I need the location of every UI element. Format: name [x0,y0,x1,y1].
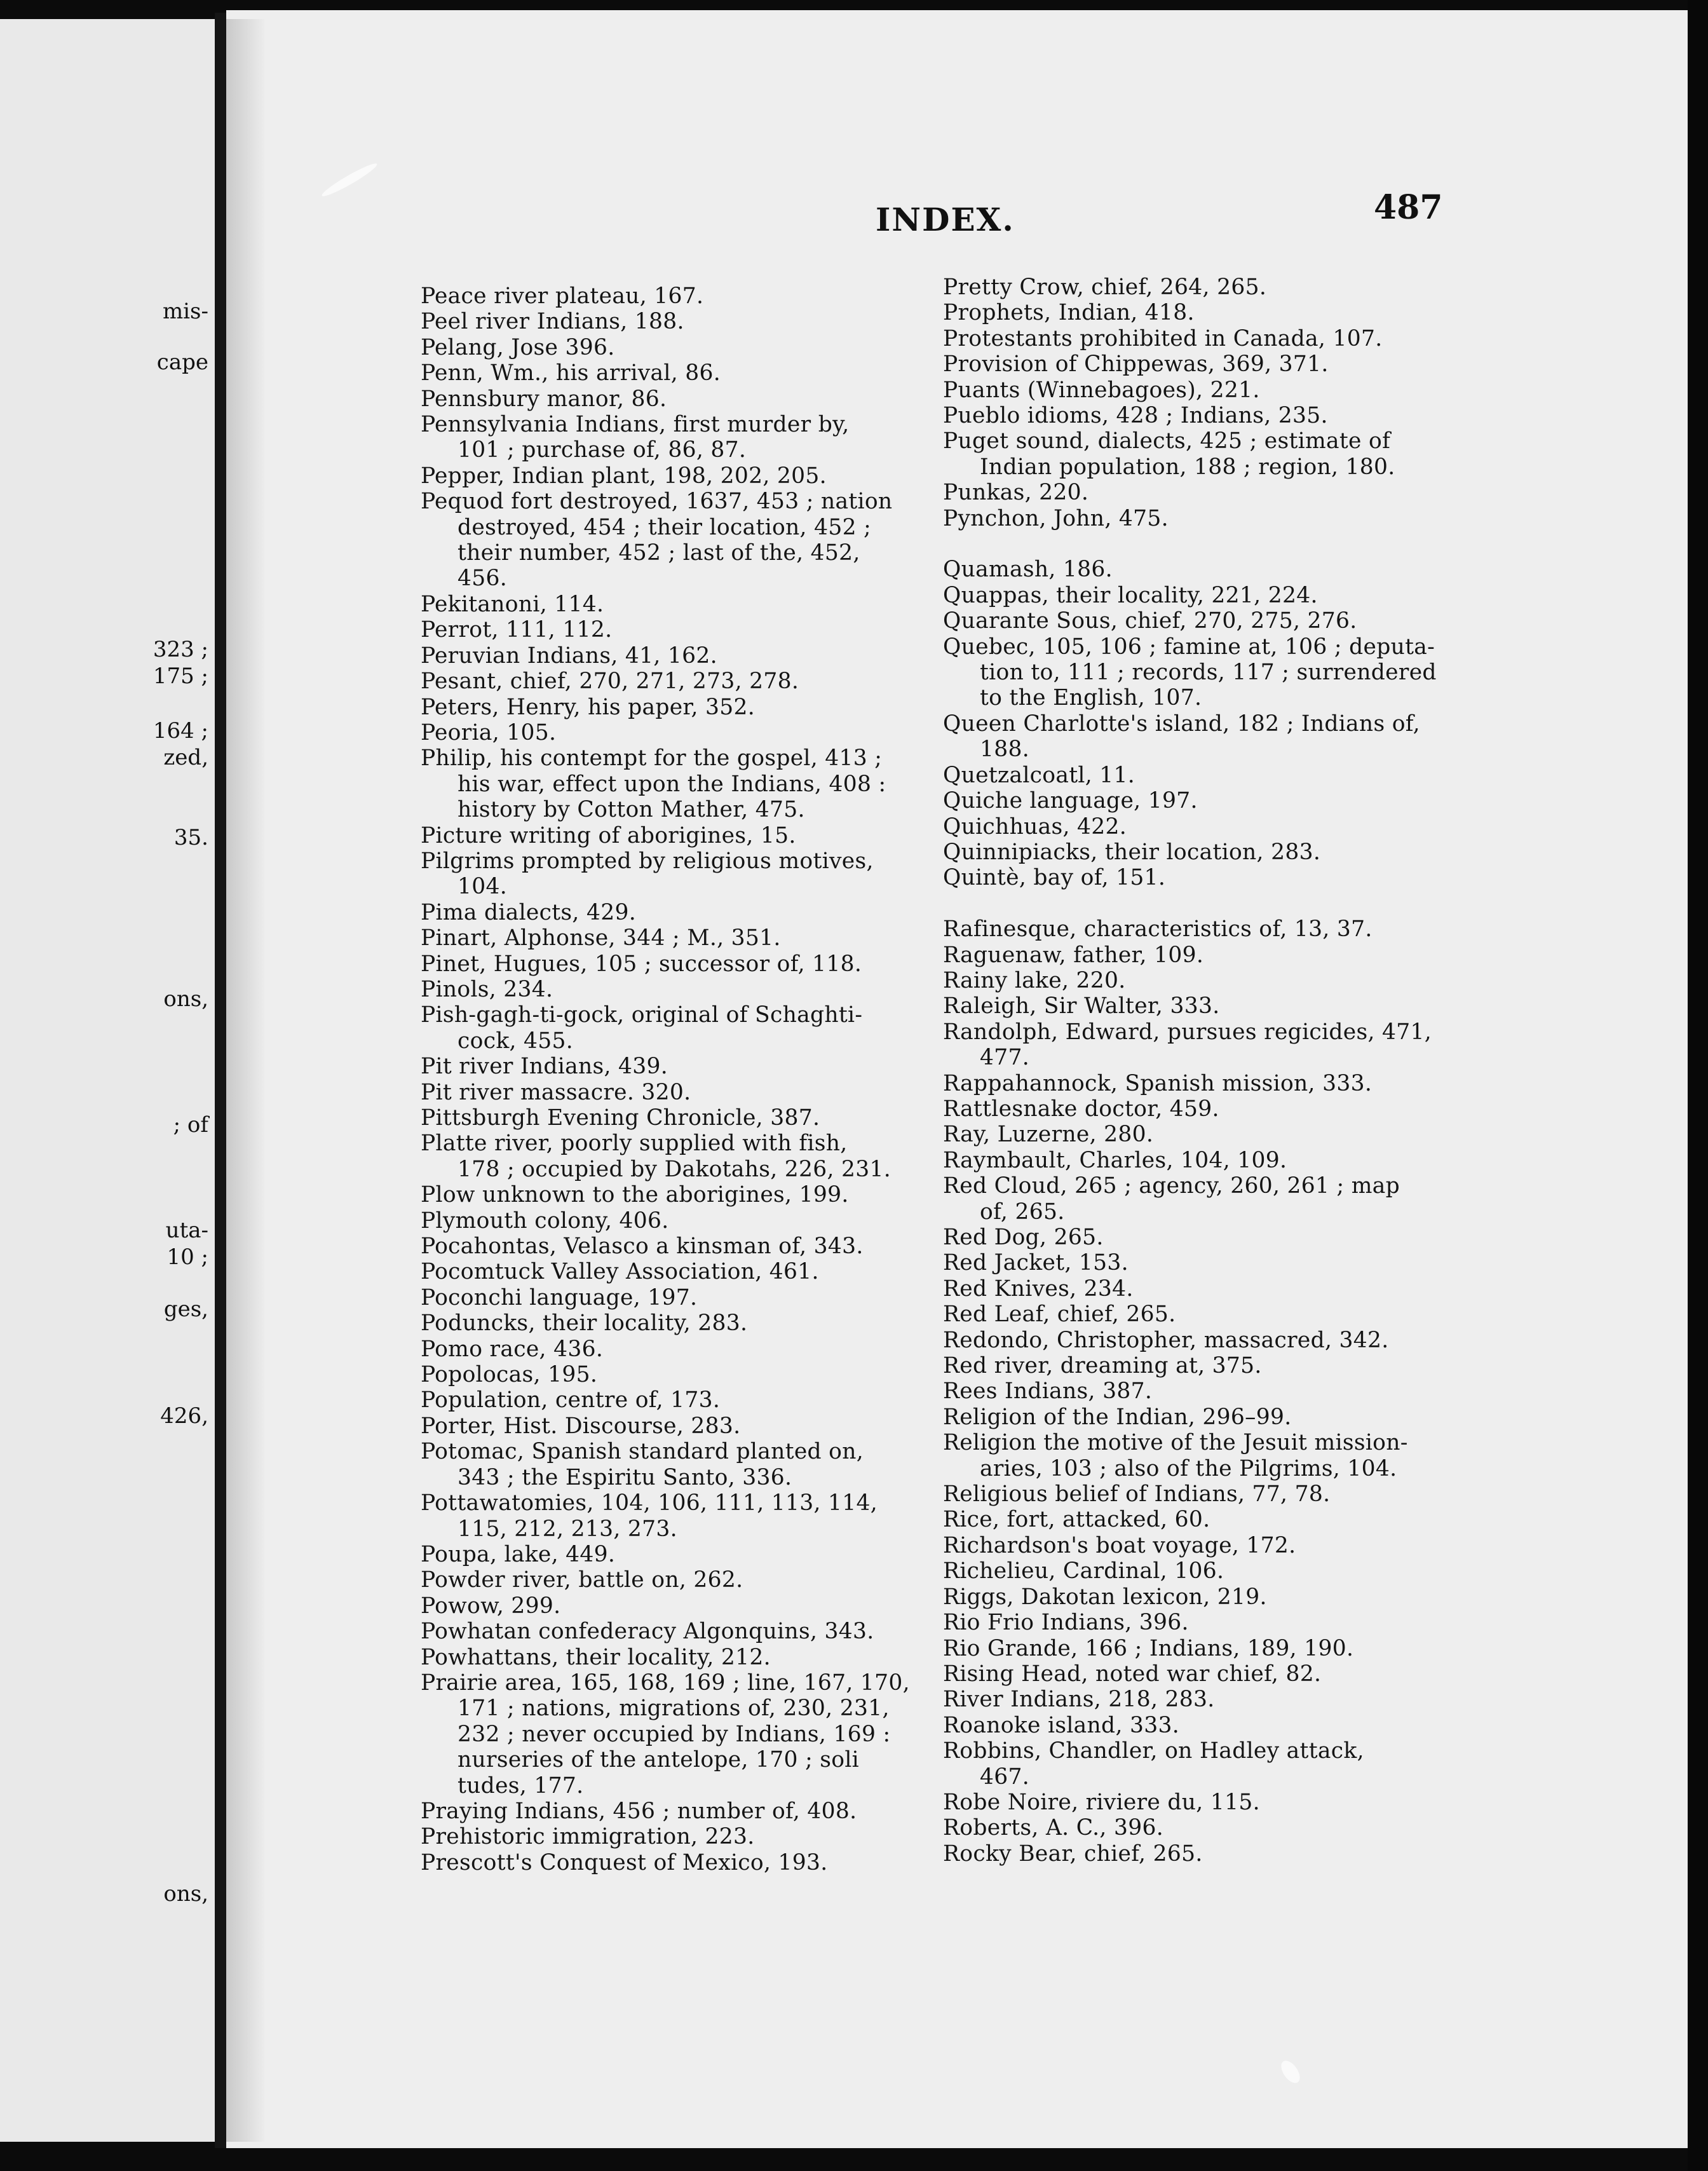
facing-page-text-fragment: ons, [163,986,208,1012]
index-entry: Pit river Indians, 439. [421,1054,668,1080]
index-entry: Religion the motive of the Jesuit mission- [943,1430,1408,1456]
index-entry: Poconchi language, 197. [421,1284,698,1310]
index-entry: Rees Indians, 387. [943,1378,1153,1405]
index-entry-continuation: 178 ; occupied by Dakotahs, 226, 231. [458,1156,891,1182]
index-entry: Pilgrims prompted by religious motives, [421,848,874,874]
index-entry-continuation: 104. [458,874,508,900]
index-entry: Raguenaw, father, 109. [943,942,1204,968]
index-entry: Peace river plateau, 167. [421,283,704,309]
index-entry: Pekitanoni, 114. [421,591,604,617]
index-entry: Penn, Wm., his arrival, 86. [421,360,721,386]
index-entry: Powder river, battle on, 262. [421,1567,743,1593]
index-entry: Red Jacket, 153. [943,1250,1128,1276]
index-entry: Pennsbury manor, 86. [421,386,667,412]
index-entry: Pequod fort destroyed, 1637, 453 ; nation [421,489,893,515]
scan-border [1688,0,1708,2171]
index-entry: Randolph, Edward, pursues regicides, 471, [943,1019,1432,1045]
index-entry: Roanoke island, 333. [943,1712,1179,1738]
index-entry: Prophets, Indian, 418. [943,300,1195,326]
index-entry: Peoria, 105. [421,719,557,745]
book-gutter [215,13,226,2148]
index-entry: Pepper, Indian plant, 198, 202, 205. [421,463,827,489]
index-entry: Riggs, Dakotan lexicon, 219. [943,1584,1267,1610]
index-entry: Perrot, 111, 112. [421,617,613,643]
index-entry-continuation: tion to, 111 ; records, 117 ; surrendered [980,660,1437,686]
index-entry: Rio Frio Indians, 396. [943,1610,1189,1636]
index-entry: Plow unknown to the aborigines, 199. [421,1182,849,1208]
index-entry: Quinnipiacks, their location, 283. [943,839,1321,865]
index-entry: Pomo race, 436. [421,1336,604,1362]
index-entry: River Indians, 218, 283. [943,1687,1215,1713]
index-entry: Red Cloud, 265 ; agency, 260, 261 ; map [943,1173,1400,1199]
index-entry: Pish-gagh-ti-gock, original of Schaghti- [421,1002,863,1028]
facing-page-text-fragment: 35. [173,825,208,850]
index-entry-continuation: cock, 455. [458,1028,574,1054]
index-entry: Peruvian Indians, 41, 162. [421,643,717,669]
index-entry: Raymbault, Charles, 104, 109. [943,1147,1287,1173]
index-entry: Popolocas, 195. [421,1362,598,1388]
index-entry: Rappahannock, Spanish mission, 333. [943,1070,1372,1096]
facing-page-text-fragment: uta- [165,1218,208,1243]
index-entry: Redondo, Christopher, massacred, 342. [943,1327,1389,1353]
index-entry: Queen Charlotte's island, 182 ; Indians of, [943,711,1420,737]
facing-page-text-fragment: ges, [163,1296,208,1322]
index-entry: Pocomtuck Valley Association, 461. [421,1259,819,1285]
index-entry: Red Dog, 265. [943,1225,1104,1250]
index-entry: Protestants prohibited in Canada, 107. [943,325,1383,351]
index-entry: Pueblo idioms, 428 ; Indians, 235. [943,403,1328,429]
index-entry-continuation: 343 ; the Espiritu Santo, 336. [458,1464,792,1490]
index-entry: Pinart, Alphonse, 344 ; M., 351. [421,925,781,951]
index-entry-continuation: to the English, 107. [980,685,1202,711]
index-entry-continuation: history by Cotton Mather, 475. [458,797,805,823]
facing-page-text-fragment: 323 ; [152,637,208,662]
index-entry: Philip, his contempt for the gospel, 413 ; [421,745,883,772]
index-entry: Quebec, 105, 106 ; famine at, 106 ; deputa- [943,634,1435,660]
index-entry: Richelieu, Cardinal, 106. [943,1558,1224,1584]
index-entry: Powhattans, their locality, 212. [421,1644,771,1670]
facing-page-text-fragment: ; of [173,1112,208,1138]
index-entry: Praying Indians, 456 ; number of, 408. [421,1798,857,1824]
index-entry: Pretty Crow, chief, 264, 265. [943,275,1267,300]
facing-page-text-fragment: 164 ; [152,718,208,744]
index-entry: Ray, Luzerne, 280. [943,1122,1154,1148]
index-entry: Roberts, A. C., 396. [943,1815,1163,1841]
facing-page-fragment [0,19,215,2142]
index-entry: Pit river massacre. 320. [421,1079,691,1105]
index-entry: Quetzalcoatl, 11. [943,762,1135,788]
index-entry-continuation: his war, effect upon the Indians, 408 : [458,771,886,797]
index-entry-continuation: 115, 212, 213, 273. [458,1516,677,1542]
index-entry: Quintè, bay of, 151. [943,865,1166,891]
index-entry: Quarante Sous, chief, 270, 275, 276. [943,608,1357,634]
index-entry: Quiche language, 197. [943,788,1198,814]
index-entry: Powhatan confederacy Algonquins, 343. [421,1619,874,1645]
index-entry-continuation: destroyed, 454 ; their location, 452 ; [458,514,872,540]
index-entry: Pittsburgh Evening Chronicle, 387. [421,1105,820,1131]
index-entry: Prehistoric immigration, 223. [421,1824,755,1850]
index-entry: Red river, dreaming at, 375. [943,1353,1262,1379]
page-title: INDEX. [876,201,1015,238]
index-entry: Plymouth colony, 406. [421,1208,669,1234]
index-section-gap [943,531,1489,557]
index-entry: Red Knives, 234. [943,1276,1134,1302]
facing-page-text-fragment: 175 ; [152,664,208,689]
index-entry: Prairie area, 165, 168, 169 ; line, 167, 170, [421,1670,910,1696]
index-entry: Platte river, poorly supplied with fish, [421,1131,848,1157]
facing-page-text-fragment: mis- [162,299,208,324]
index-entry: Robe Noire, riviere du, 115. [943,1789,1260,1815]
index-entry: Quichhuas, 422. [943,813,1127,840]
index-entry: Religious belief of Indians, 77, 78. [943,1481,1331,1507]
index-entry: Pinet, Hugues, 105 ; successor of, 118. [421,951,862,977]
index-entry: Picture writing of aborigines, 15. [421,822,796,848]
facing-page-text-fragment: cape [156,350,208,375]
index-entry: Quappas, their locality, 221, 224. [943,582,1318,608]
index-entry-continuation: 171 ; nations, migrations of, 230, 231, [458,1696,890,1722]
index-entry: Peters, Henry, his paper, 352. [421,694,756,720]
index-entry: Peel river Indians, 188. [421,309,684,335]
index-entry-continuation: 232 ; never occupied by Indians, 169 : [458,1721,891,1747]
index-entry: Quamash, 186. [943,557,1113,583]
index-entry-continuation: their number, 452 ; last of the, 452, [458,540,860,566]
index-entry-continuation: of, 265. [980,1199,1065,1225]
index-entry: Pesant, chief, 270, 271, 273, 278. [421,669,799,695]
index-entry-continuation: aries, 103 ; also of the Pilgrims, 104. [980,1455,1397,1481]
index-entry: Puants (Winnebagoes), 221. [943,377,1260,403]
page-number: 487 [1374,188,1443,227]
index-column-right [943,275,1489,1867]
index-column-left [421,283,929,1875]
index-entry: Religion of the Indian, 296–99. [943,1404,1292,1430]
index-entry: Rice, fort, attacked, 60. [943,1507,1210,1533]
index-entry-continuation: 467. [980,1764,1030,1790]
index-entry: Porter, Hist. Discourse, 283. [421,1413,741,1439]
index-entry: Puget sound, dialects, 425 ; estimate of [943,428,1391,454]
index-entry-continuation: 456. [458,566,508,592]
index-entry: Rocky Bear, chief, 265. [943,1841,1203,1867]
index-entry: Powow, 299. [421,1593,561,1619]
index-entry: Pennsylvania Indians, first murder by, [421,412,850,438]
index-entry: Poduncks, their locality, 283. [421,1310,748,1337]
index-entry: Rainy lake, 220. [943,967,1126,993]
index-entry-continuation: 101 ; purchase of, 86, 87. [458,437,747,463]
index-entry-continuation: tudes, 177. [458,1773,584,1799]
index-entry: Pelang, Jose 396. [421,334,615,360]
facing-page-text-fragment: 10 ; [166,1244,208,1270]
index-entry: Rattlesnake doctor, 459. [943,1096,1219,1122]
index-entry: Raleigh, Sir Walter, 333. [943,993,1220,1019]
index-entry: Pynchon, John, 475. [943,505,1169,531]
index-entry: Robbins, Chandler, on Hadley attack, [943,1738,1364,1764]
facing-page-text-fragment: ons, [163,1881,208,1907]
facing-page-text-fragment: zed, [163,745,208,770]
index-entry: Richardson's boat voyage, 172. [943,1532,1296,1558]
index-section-gap [943,891,1489,916]
gutter-shadow [226,19,264,2142]
index-entry: Red Leaf, chief, 265. [943,1302,1176,1328]
index-entry-continuation: 188. [980,737,1030,763]
index-entry: Punkas, 220. [943,480,1089,506]
index-entry: Rio Grande, 166 ; Indians, 189, 190. [943,1635,1354,1661]
index-entry: Prescott's Conquest of Mexico, 193. [421,1849,828,1875]
index-entry: Poupa, lake, 449. [421,1541,616,1567]
index-entry-continuation: 477. [980,1045,1030,1071]
facing-page-text-fragment: 426, [160,1403,208,1429]
index-entry: Pocahontas, Velasco a kinsman of, 343. [421,1234,864,1260]
index-entry: Rafinesque, characteristics of, 13, 37. [943,916,1372,943]
index-entry: Rising Head, noted war chief, 82. [943,1661,1322,1687]
index-entry: Potomac, Spanish standard planted on, [421,1439,864,1465]
index-entry: Population, centre of, 173. [421,1387,721,1413]
index-entry: Pottawatomies, 104, 106, 111, 113, 114, [421,1490,878,1516]
index-entry: Pima dialects, 429. [421,899,636,925]
index-entry-continuation: Indian population, 188 ; region, 180. [980,454,1395,480]
index-entry: Pinols, 234. [421,976,553,1002]
index-entry-continuation: nurseries of the antelope, 170 ; soli [458,1747,859,1773]
index-entry: Provision of Chippewas, 369, 371. [943,351,1329,378]
